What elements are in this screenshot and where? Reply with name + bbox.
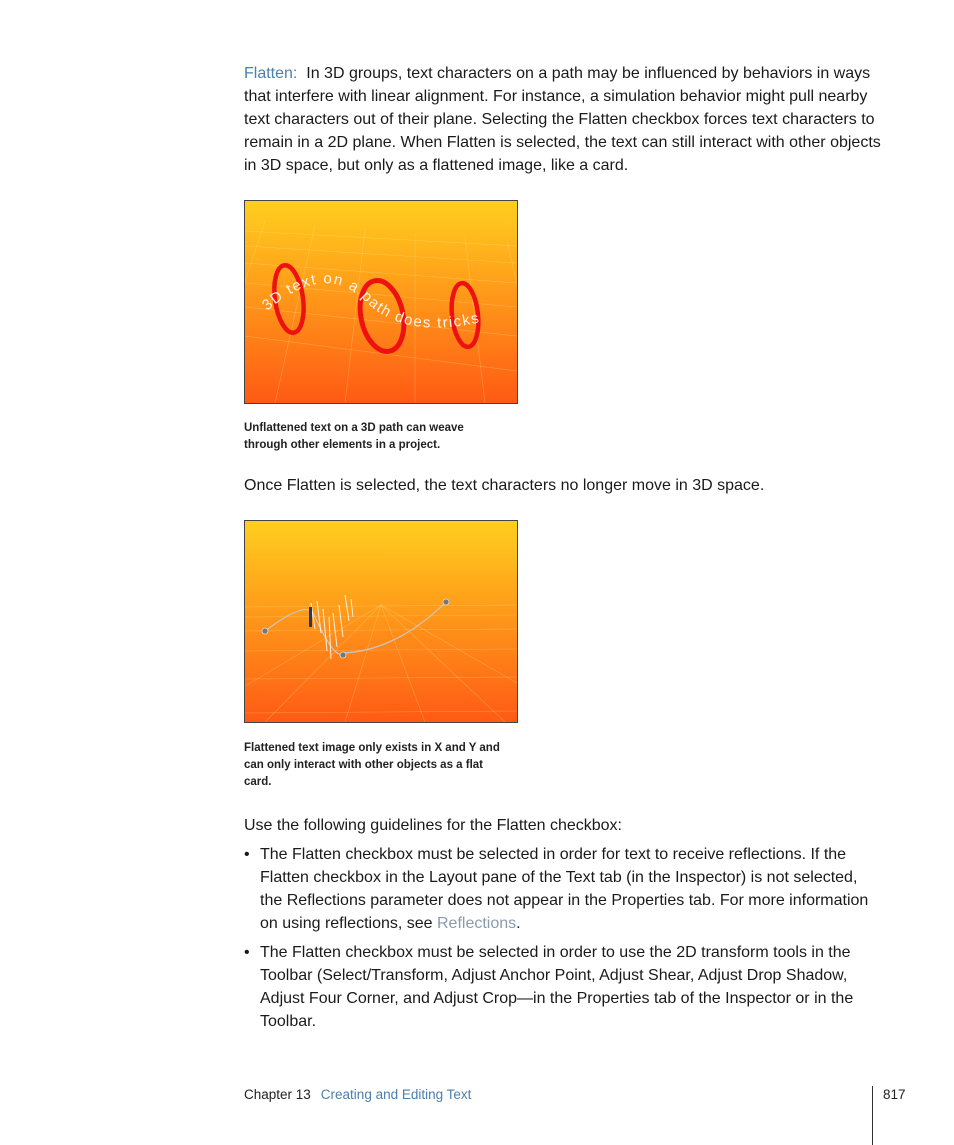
path-text: 3D text on a path does tricks	[258, 270, 482, 332]
guidelines-intro: Use the following guidelines for the Flatten checkbox:	[244, 817, 622, 834]
bullet-transform-tools	[244, 941, 884, 1033]
figure1-caption: Unflattened text on a 3D path can weave through other elements in a project.	[244, 422, 464, 451]
flattened-text-figure	[244, 520, 518, 723]
flatten-paragraph	[244, 62, 884, 177]
figure2-caption: Flattened text image only exists in X and Y and can only interact with other objects as a flat card.	[244, 742, 500, 788]
reflections-link[interactable]: Reflections	[437, 915, 517, 932]
page-footer	[244, 1087, 471, 1102]
path-point-left	[262, 628, 268, 634]
chapter-label: Chapter 13	[244, 1087, 311, 1102]
bullet-reflections: • The Flatten checkbox must be selected in order for text to receive reflections. If the Flatten checkbox in the Layout pane of the Text tab (in the Inspector) is not selected, the Reflections parameter does not appear in the Properties tab. For more information on using reflections, see Reflections.	[244, 843, 884, 935]
chapter-title-link[interactable]: Creating and Editing Text	[320, 1087, 472, 1102]
footer-divider	[872, 1086, 873, 1145]
path-point-right	[443, 599, 449, 605]
flattened-card	[309, 607, 312, 627]
unflattened-text-figure	[244, 200, 518, 404]
page-number: 817	[883, 1087, 906, 1102]
once-flatten-paragraph: Once Flatten is selected, the text characters no longer move in 3D space.	[244, 477, 765, 494]
path-point-bottom	[340, 652, 346, 658]
bullet-marker: •	[244, 846, 250, 863]
flatten-term: Flatten:	[244, 65, 298, 82]
bullet-transform-tools-text: The Flatten checkbox must be selected in order to use the 2D transform tools in the Toolbar (Select/Transform, Adjust Anchor Point, Adjust Shear, Adjust Drop Shadow, Adjust Four Corner, and Adjust Crop—in the Properties tab of the Inspector or in the Toolbar.	[260, 944, 854, 1030]
flatten-description: In 3D groups, text characters on a path may be influenced by behaviors in ways that interfere with linear alignment. For instance, a simulation behavior might pull nearby text characters out of their plane. Selecting the Flatten checkbox forces text characters to remain in a 2D plane. When Flatten is selected, the text can still interact with other objects in 3D space, but only as a flattened image, like a card.	[244, 65, 881, 174]
bullet-reflections-text: The Flatten checkbox must be selected in order for text to receive reflections. If the Flatten checkbox in the Layout pane of the Text tab (in the Inspector) is not selected, the Reflections parameter does not appear in the Properties tab. For more information on using reflections, see	[260, 846, 869, 932]
bullet-marker: •	[244, 944, 250, 961]
